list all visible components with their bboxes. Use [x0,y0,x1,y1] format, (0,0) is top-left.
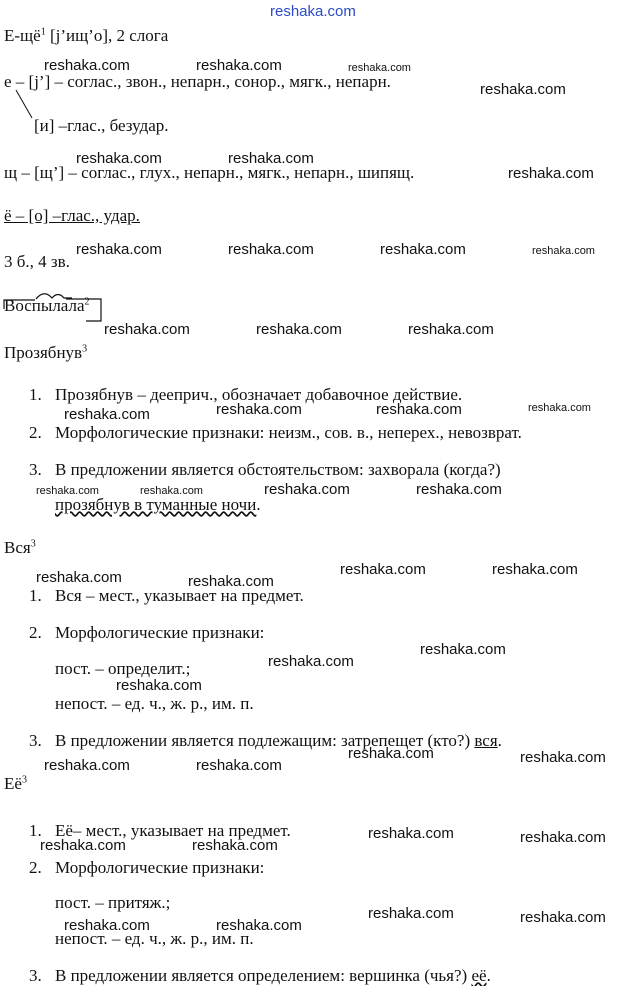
list-item [29,966,491,986]
item-text: Морфологические признаки: [55,623,265,642]
list-item [29,858,264,878]
watermark: reshaka.com [520,909,606,926]
item-text: Морфологические признаки: неизм., сов. в., неперех., невозврат. [55,423,522,442]
morpheme-word [4,296,90,316]
vsya-heading [4,538,36,558]
item-number: 3. [29,731,42,750]
item-text: Морфологические признаки: [55,858,265,877]
watermark: reshaka.com [416,481,502,498]
subject-word: вся [474,731,498,750]
phonetic-word: Е-щё [4,26,41,45]
item-text: В предложении является определением: вершинка (чья?) [55,966,472,985]
prozyabnuv-sup: 3 [82,343,88,355]
watermark: reshaka.com [256,321,342,338]
watermark-top[interactable]: reshaka.com [270,3,356,20]
watermark: reshaka.com [368,905,454,922]
watermark: reshaka.com [420,641,506,658]
watermark: reshaka.com [44,57,130,74]
item-text: Прозябнув – дееприч., обозначает добавочное действие. [55,385,463,404]
phonetic-summary: 3 б., 4 зв. [4,252,70,271]
watermark: reshaka.com [196,757,282,774]
item-number: 1. [29,385,42,404]
watermark: reshaka.com [228,150,314,167]
watermark: reshaka.com [216,401,302,418]
attribute-word: её [471,966,487,985]
phonetic-line-yo: ё – [о] –глас., удар. [4,206,140,225]
watermark: reshaka.com [64,406,150,423]
watermark: reshaka.com [492,561,578,578]
watermark: reshaka.com [264,481,350,498]
watermark: reshaka.com [376,401,462,418]
watermark: reshaka.com [116,677,202,694]
item-number: 2. [29,423,42,442]
constant-features: пост. – определит.; [55,659,191,678]
item-text: Вся – мест., указывает на предмет. [55,586,304,605]
item-number: 2. [29,623,42,642]
watermark: reshaka.com [348,745,434,762]
eyo-title: Её [4,774,22,793]
list-item-continuation [55,495,261,515]
watermark: reshaka.com [40,837,126,854]
item-number: 1. [29,821,42,840]
prozyabnuv-heading [4,343,87,363]
item-number: 3. [29,966,42,985]
watermark: reshaka.com [36,485,99,497]
item-number: 1. [29,586,42,605]
morpheme-sup: 2 [84,296,90,308]
watermark: reshaka.com [36,569,122,586]
prozyabnuv-title: Прозябнув [4,343,83,362]
adverbial-phrase: прозябнув в туманные ночи [55,495,257,514]
watermark: reshaka.com [528,402,591,414]
watermark: reshaka.com [104,321,190,338]
watermark: reshaka.com [76,150,162,167]
watermark: reshaka.com [380,241,466,258]
watermark: reshaka.com [216,917,302,934]
period: . [256,495,261,514]
vsya-title: Вся [4,538,31,557]
eyo-sup: 3 [21,774,27,786]
variable-features: непост. – ед. ч., ж. р., им. п. [55,929,254,948]
item-text: Её– мест., указывает на предмет. [55,821,291,840]
watermark: reshaka.com [520,829,606,846]
watermark: reshaka.com [520,749,606,766]
watermark: reshaka.com [532,245,595,257]
watermark: reshaka.com [368,825,454,842]
phonetic-line-i: [и] –глас., безудар. [34,116,169,135]
watermark: reshaka.com [228,241,314,258]
phonetic-line-sch: щ – [щ’] – соглас., глух., непарн., мягк., непарн., шипящ. [4,163,415,182]
watermark: reshaka.com [76,241,162,258]
phonetic-sup: 1 [40,26,46,38]
watermark: reshaka.com [268,653,354,670]
watermark: reshaka.com [64,917,150,934]
phonetic-line-e: е – [j’] – соглас., звон., непарн., сонор., мягк., непарн. [4,72,391,91]
watermark: reshaka.com [348,62,411,74]
watermark: reshaka.com [508,165,594,182]
vsya-sup: 3 [30,538,36,550]
list-item [29,623,264,643]
watermark: reshaka.com [140,485,203,497]
watermark: reshaka.com [192,837,278,854]
morpheme-word-text: Воспылала [4,296,85,315]
watermark: reshaka.com [196,57,282,74]
item-number: 2. [29,858,42,877]
period: . [497,731,502,750]
variable-features: непост. – ед. ч., ж. р., им. п. [55,694,254,713]
watermark: reshaka.com [340,561,426,578]
watermark: reshaka.com [188,573,274,590]
item-number: 3. [29,460,42,479]
watermark: reshaka.com [44,757,130,774]
constant-features: пост. – притяж.; [55,893,171,912]
item-text: В предложении является подлежащим: затрепещет (кто?) [55,731,475,750]
list-item [29,423,522,443]
watermark: reshaka.com [480,81,566,98]
watermark: reshaka.com [408,321,494,338]
list-item [29,460,501,480]
period: . [486,966,491,985]
item-text: В предложении является обстоятельством: захворала (когда?) [55,460,501,479]
eyo-heading [4,774,27,794]
phonetic-transcription: [j’ищ’о], 2 слога [45,26,169,45]
